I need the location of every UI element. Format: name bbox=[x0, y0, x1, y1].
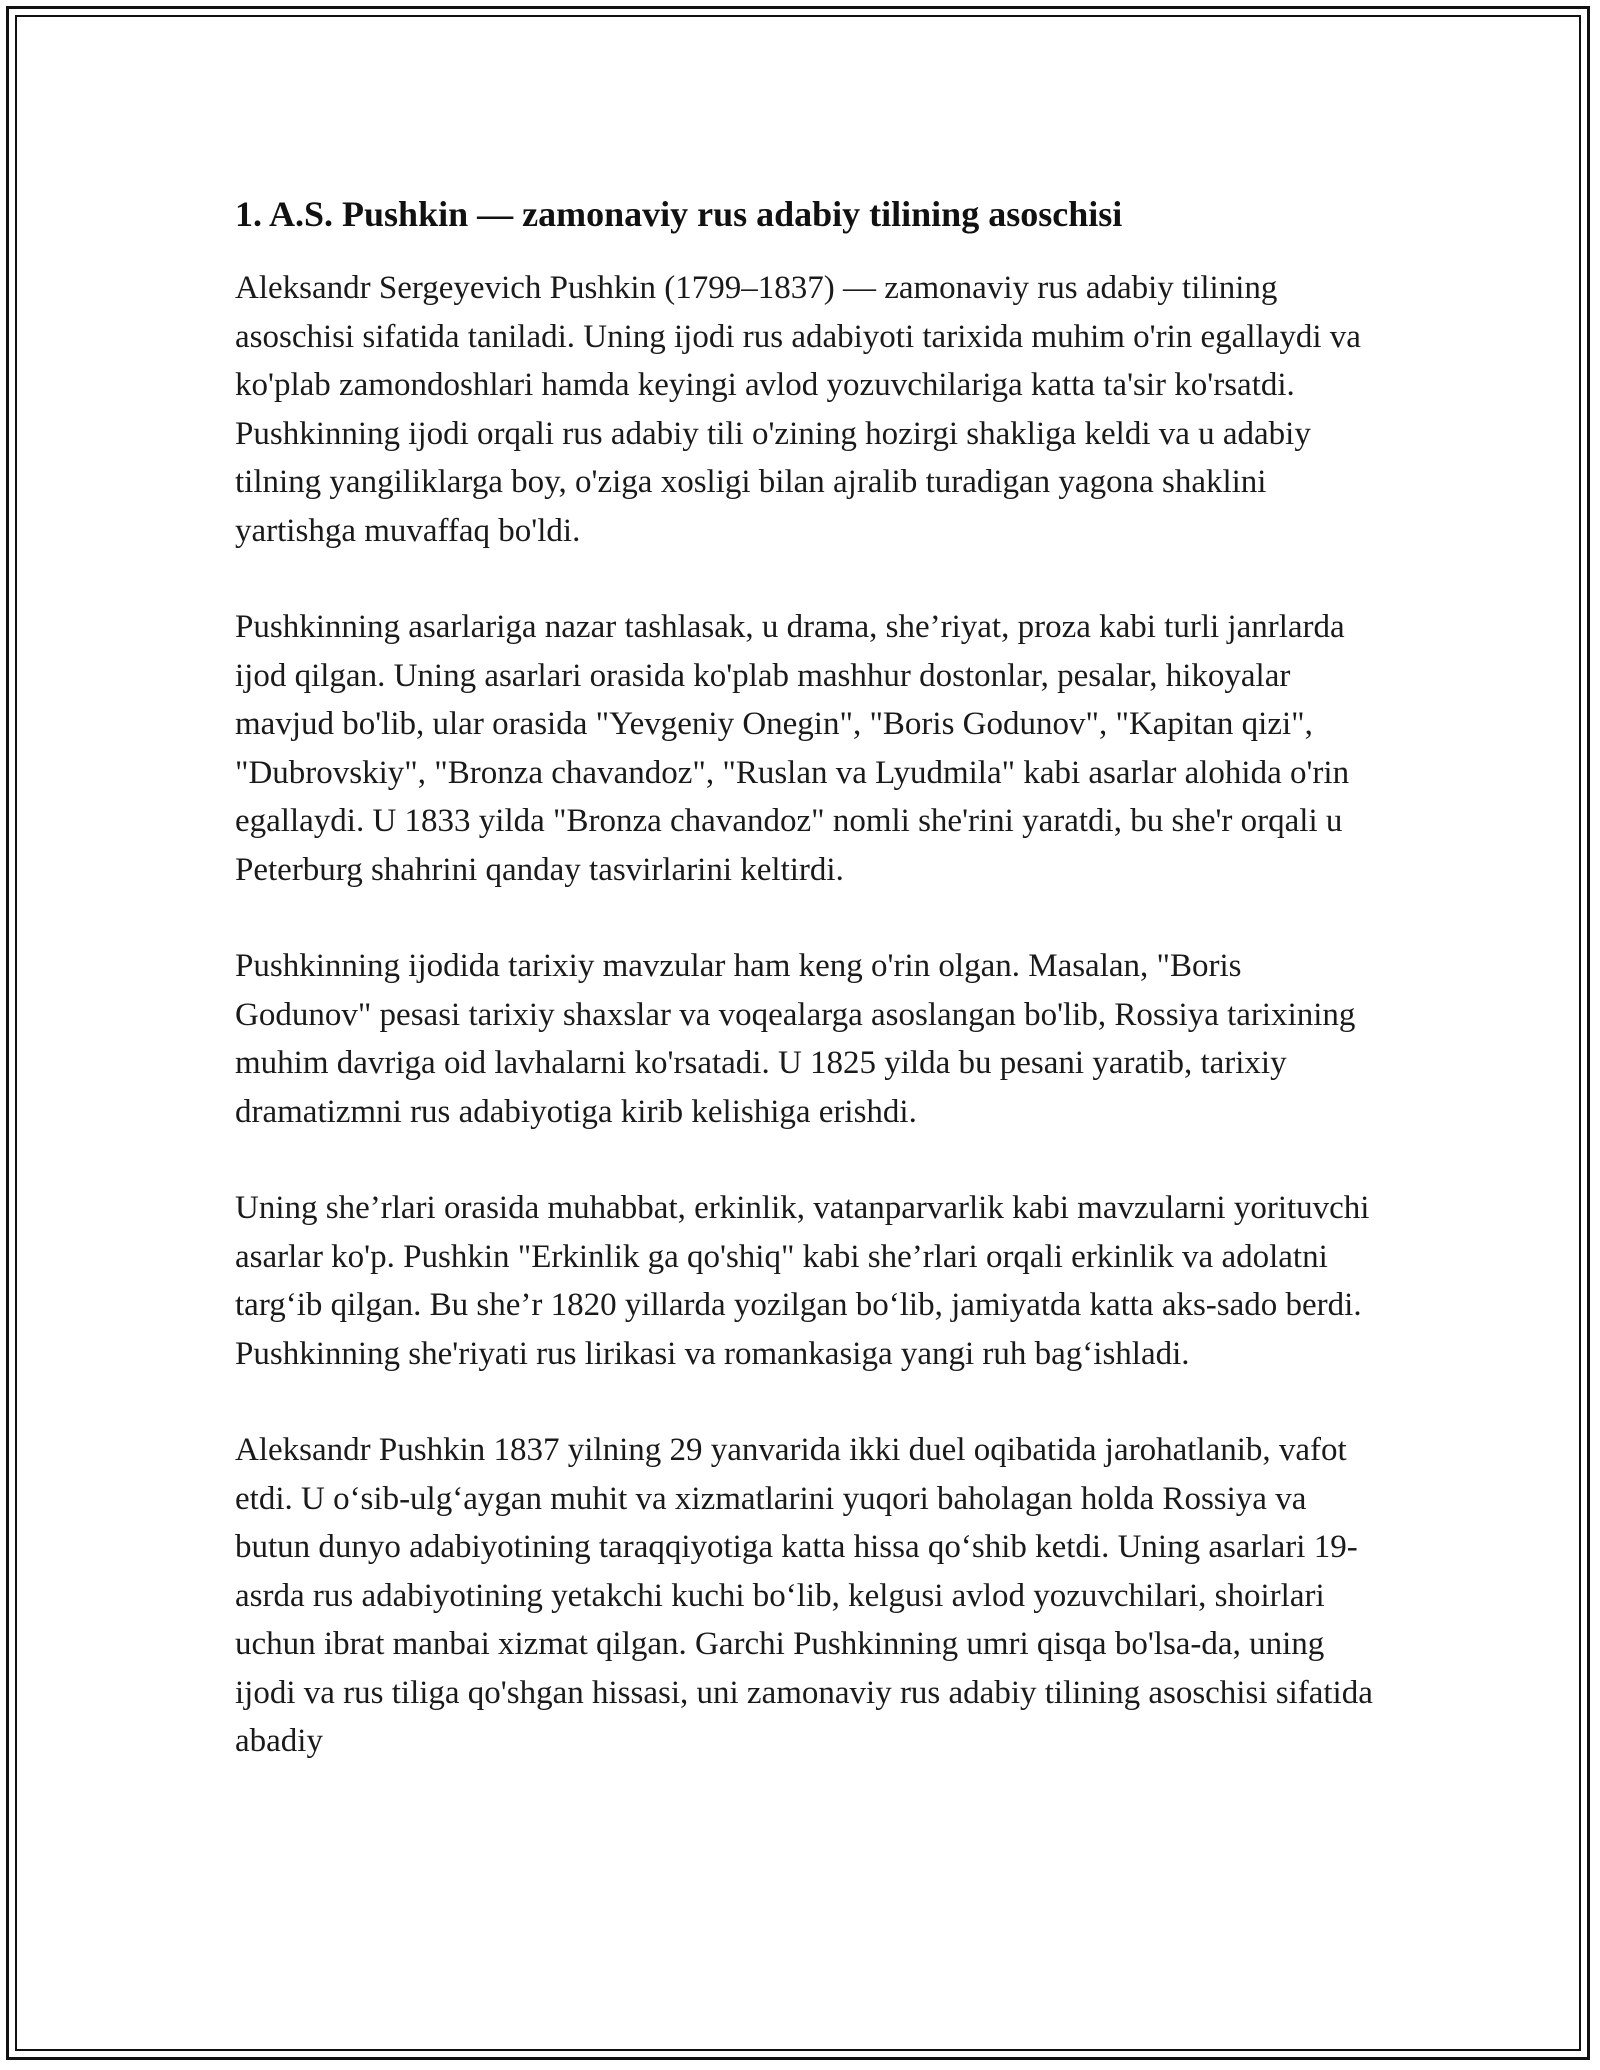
paragraph-intro: Aleksandr Sergeyevich Pushkin (1799–1837) — zamonaviy rus adabiy tilining asoschisi sifatida taniladi. Uning ijodi rus adabiyoti tarixida muhim o'rin egallaydi va ko'plab zamondoshlari hamda keyingi avlod yozuvchilariga katta ta'sir ko'rsatdi. Pushkinning ijodi orqali rus adabiy tili o'zining hozirgi shakliga keldi va u adabiy tilning yangiliklarga boy, o'ziga xosligi bilan ajralib turadigan yagona shaklini yartishga muvaffaq bo'ldi. bbox=[235, 270, 1361, 549]
paragraph-works: Pushkinning asarlariga nazar tashlasak, u drama, she’riyat, proza kabi turli janrlarda ijod qilgan. Uning asarlari orasida ko'plab mashhur dostonlar, pesalar, hikoyalar mavjud bo'lib, ular orasida "Yevgeniy Onegin", "Boris Godunov", "Kapitan qizi", "Dubrovskiy", "Bronza chavandoz", "Ruslan va Lyudmila" kabi asarlar alohida o'rin egallaydi. U 1833 yilda "Bronza chavandoz" nomli she'rini yaratdi, bu she'r orqali u Peterburg shahrini qanday tasvirlarini keltirdi. bbox=[235, 609, 1350, 888]
section-heading: 1. A.S. Pushkin — zamonaviy rus adabiy tilining asoschisi bbox=[235, 194, 1123, 234]
paragraph-poetry: Uning she’rlari orasida muhabbat, erkinlik, vatanparvarlik kabi mavzularni yorituvchi asarlar ko'p. Pushkin "Erkinlik ga qo'shiq" kabi she’rlari orqali erkinlik va adolatni targ‘ib qilgan. Bu she’r 1820 yillarda yozilgan bo‘lib, jamiyatda katta aks-sado berdi. Pushkinning she'riyati rus lirikasi va romankasiga yangi ruh bag‘ishladi. bbox=[235, 1190, 1370, 1372]
document-body bbox=[235, 188, 1385, 1814]
paragraph-historical-themes: Pushkinning ijodida tarixiy mavzular ham keng o'rin olgan. Masalan, "Boris Godunov" pesasi tarixiy shaxslar va voqealarga asoslangan bo'lib, Rossiya tarixining muhim davriga oid lavhalarni ko'rsatadi. U 1825 yilda bu pesani yaratib, tarixiy dramatizmni rus adabiyotiga kirib kelishiga erishdi. bbox=[235, 948, 1356, 1130]
paragraph-death-legacy: Aleksandr Pushkin 1837 yilning 29 yanvarida ikki duel oqibatida jarohatlanib, vafot etdi. U o‘sib-ulg‘aygan muhit va xizmatlarini yuqori baholagan holda Rossiya va butun dunyo adabiyotining taraqqiyotiga katta hissa qo‘shib ketdi. Uning asarlari 19-asrda rus adabiyotining yetakchi kuchi bo‘lib, kelgusi avlod yozuvchilari, shoirlari uchun ibrat manbai xizmat qilgan. Garchi Pushkinning umri qisqa bo'lsa-da, uning ijodi va rus tiliga qo'shgan hissasi, uni zamonaviy rus adabiy tilining asoschisi sifatida abadiy bbox=[235, 1432, 1373, 1759]
